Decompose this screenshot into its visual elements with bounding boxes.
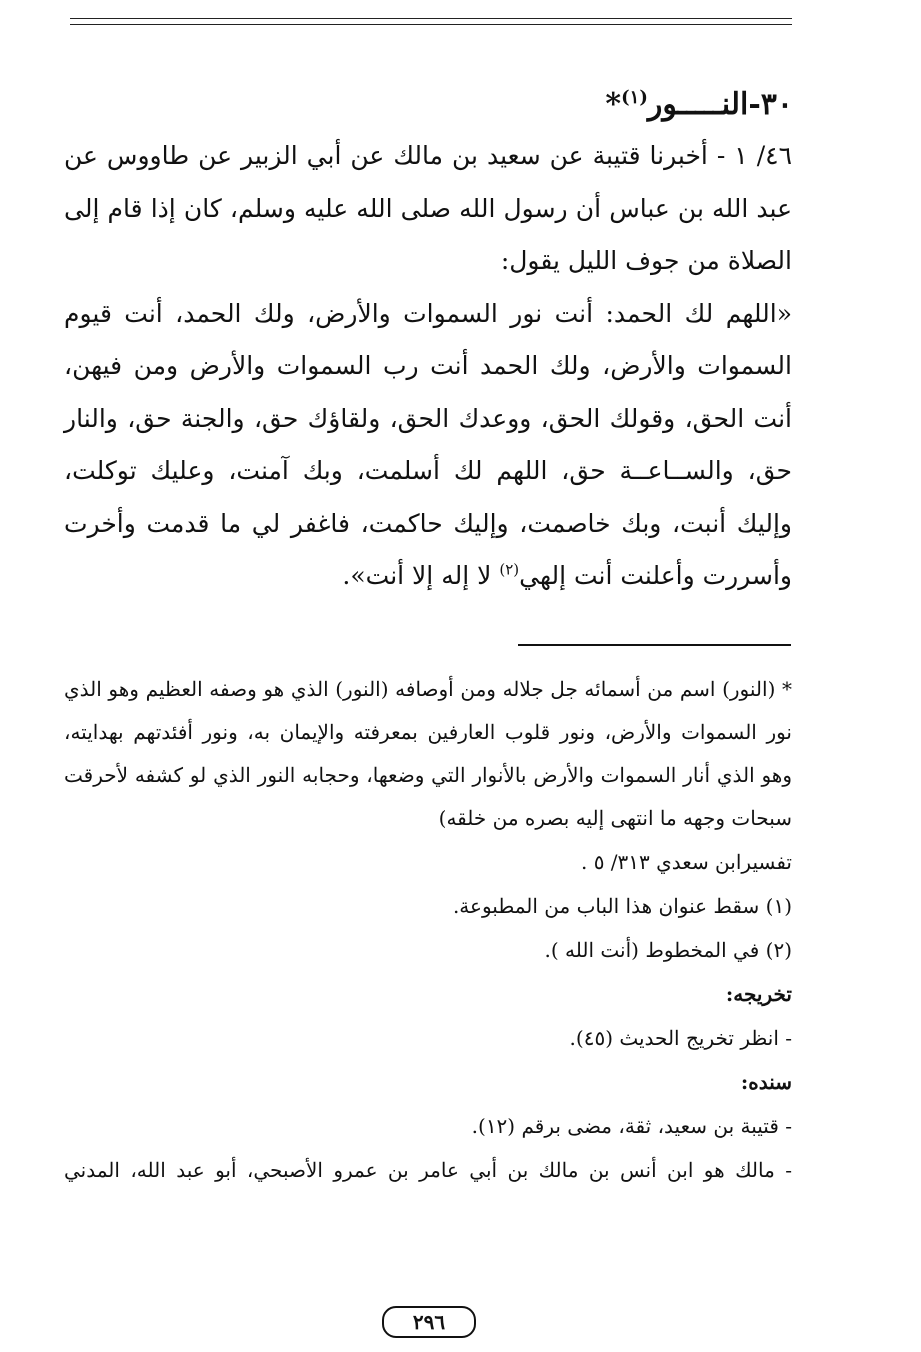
- header-rule-bottom: [70, 24, 792, 25]
- hadith-matn-paragraph: [64, 288, 792, 603]
- sanad-item-qutaiba: - قتيبة بن سعيد، ثقة، مضى برقم (١٢).: [471, 1114, 792, 1138]
- sanad-heading: سنده:: [740, 1070, 792, 1094]
- header-rule-top: [70, 18, 792, 19]
- takhrij-item: - انظر تخريج الحديث (٤٥).: [569, 1026, 792, 1050]
- footnote-1: (١) سقط عنوان هذا الباب من المطبوعة.: [452, 894, 792, 918]
- hadith-matn-ending: لا إله إلا أنت».: [342, 561, 500, 590]
- chapter-heading: [605, 78, 793, 125]
- chapter-star-marker: *: [605, 87, 622, 122]
- footnotes-section: [64, 668, 792, 1192]
- chapter-title: النـــــور: [647, 87, 749, 122]
- star-footnote-source: تفسيرابن سعدي ٣١٣/ ٥ .: [580, 850, 792, 874]
- chapter-footnote-ref: (١): [621, 87, 648, 108]
- chapter-number: ٣٠-: [748, 87, 793, 122]
- hadith-footnote-ref: (٢): [499, 560, 520, 579]
- hadith-body: [64, 130, 792, 603]
- star-footnote: [64, 668, 792, 840]
- takhrij-heading: تخريجه:: [725, 982, 792, 1006]
- page-number: ٢٩٦: [382, 1306, 476, 1338]
- star-footnote-text: * (النور) اسم من أسمائه جل جلاله ومن أوصافه (النور) الذي هو وصفه العظيم وهو الذي نور السموات والأرض، ونور قلوب العارفين بمعرفته والإيمان به، ونور أفئدتهم بهدايته، وهو الذي أنار السموات والأرض بالأنوار التي وضعها، وحجابه النور الذي لو كشفه لأحرقت سبحات وجهه ما انتهى إليه بصره من خلقه): [64, 677, 792, 830]
- hadith-isnad-paragraph: ٤٦/ ١ - أخبرنا قتيبة عن سعيد بن مالك عن أبي الزبير عن طاووس عن عبد الله بن عباس أن رسول الله صلى الله عليه وسلم، كان إذا قام إلى الصلاة من جوف الليل يقول:: [64, 141, 793, 275]
- sanad-item-malik: - مالك هو ابن أنس بن مالك بن أبي عامر بن عمرو الأصبحي، أبو عبد الله، المدني: [64, 1158, 792, 1182]
- footnote-2: (٢) في المخطوط (أنت الله ).: [544, 938, 792, 962]
- footnote-separator: [518, 644, 791, 646]
- hadith-matn-text: «اللهم لك الحمد: أنت نور السموات والأرض، ولك الحمد، أنت قيوم السموات والأرض، ولك الحمد أنت رب السموات والأرض ومن فيهن، أنت الحق، وقولك الحق، ووعدك الحق، ولقاؤك حق، والجنة حق، والنار حق، والســاعــة حق، اللهم لك أسلمت، وبك آمنت، وعليك توكلت، وإليك أنبت، وبك خاصمت، وإليك حاكمت، فاغفر لي ما قدمت وأخرت وأسررت وأعلنت أنت إلهي: [64, 298, 792, 590]
